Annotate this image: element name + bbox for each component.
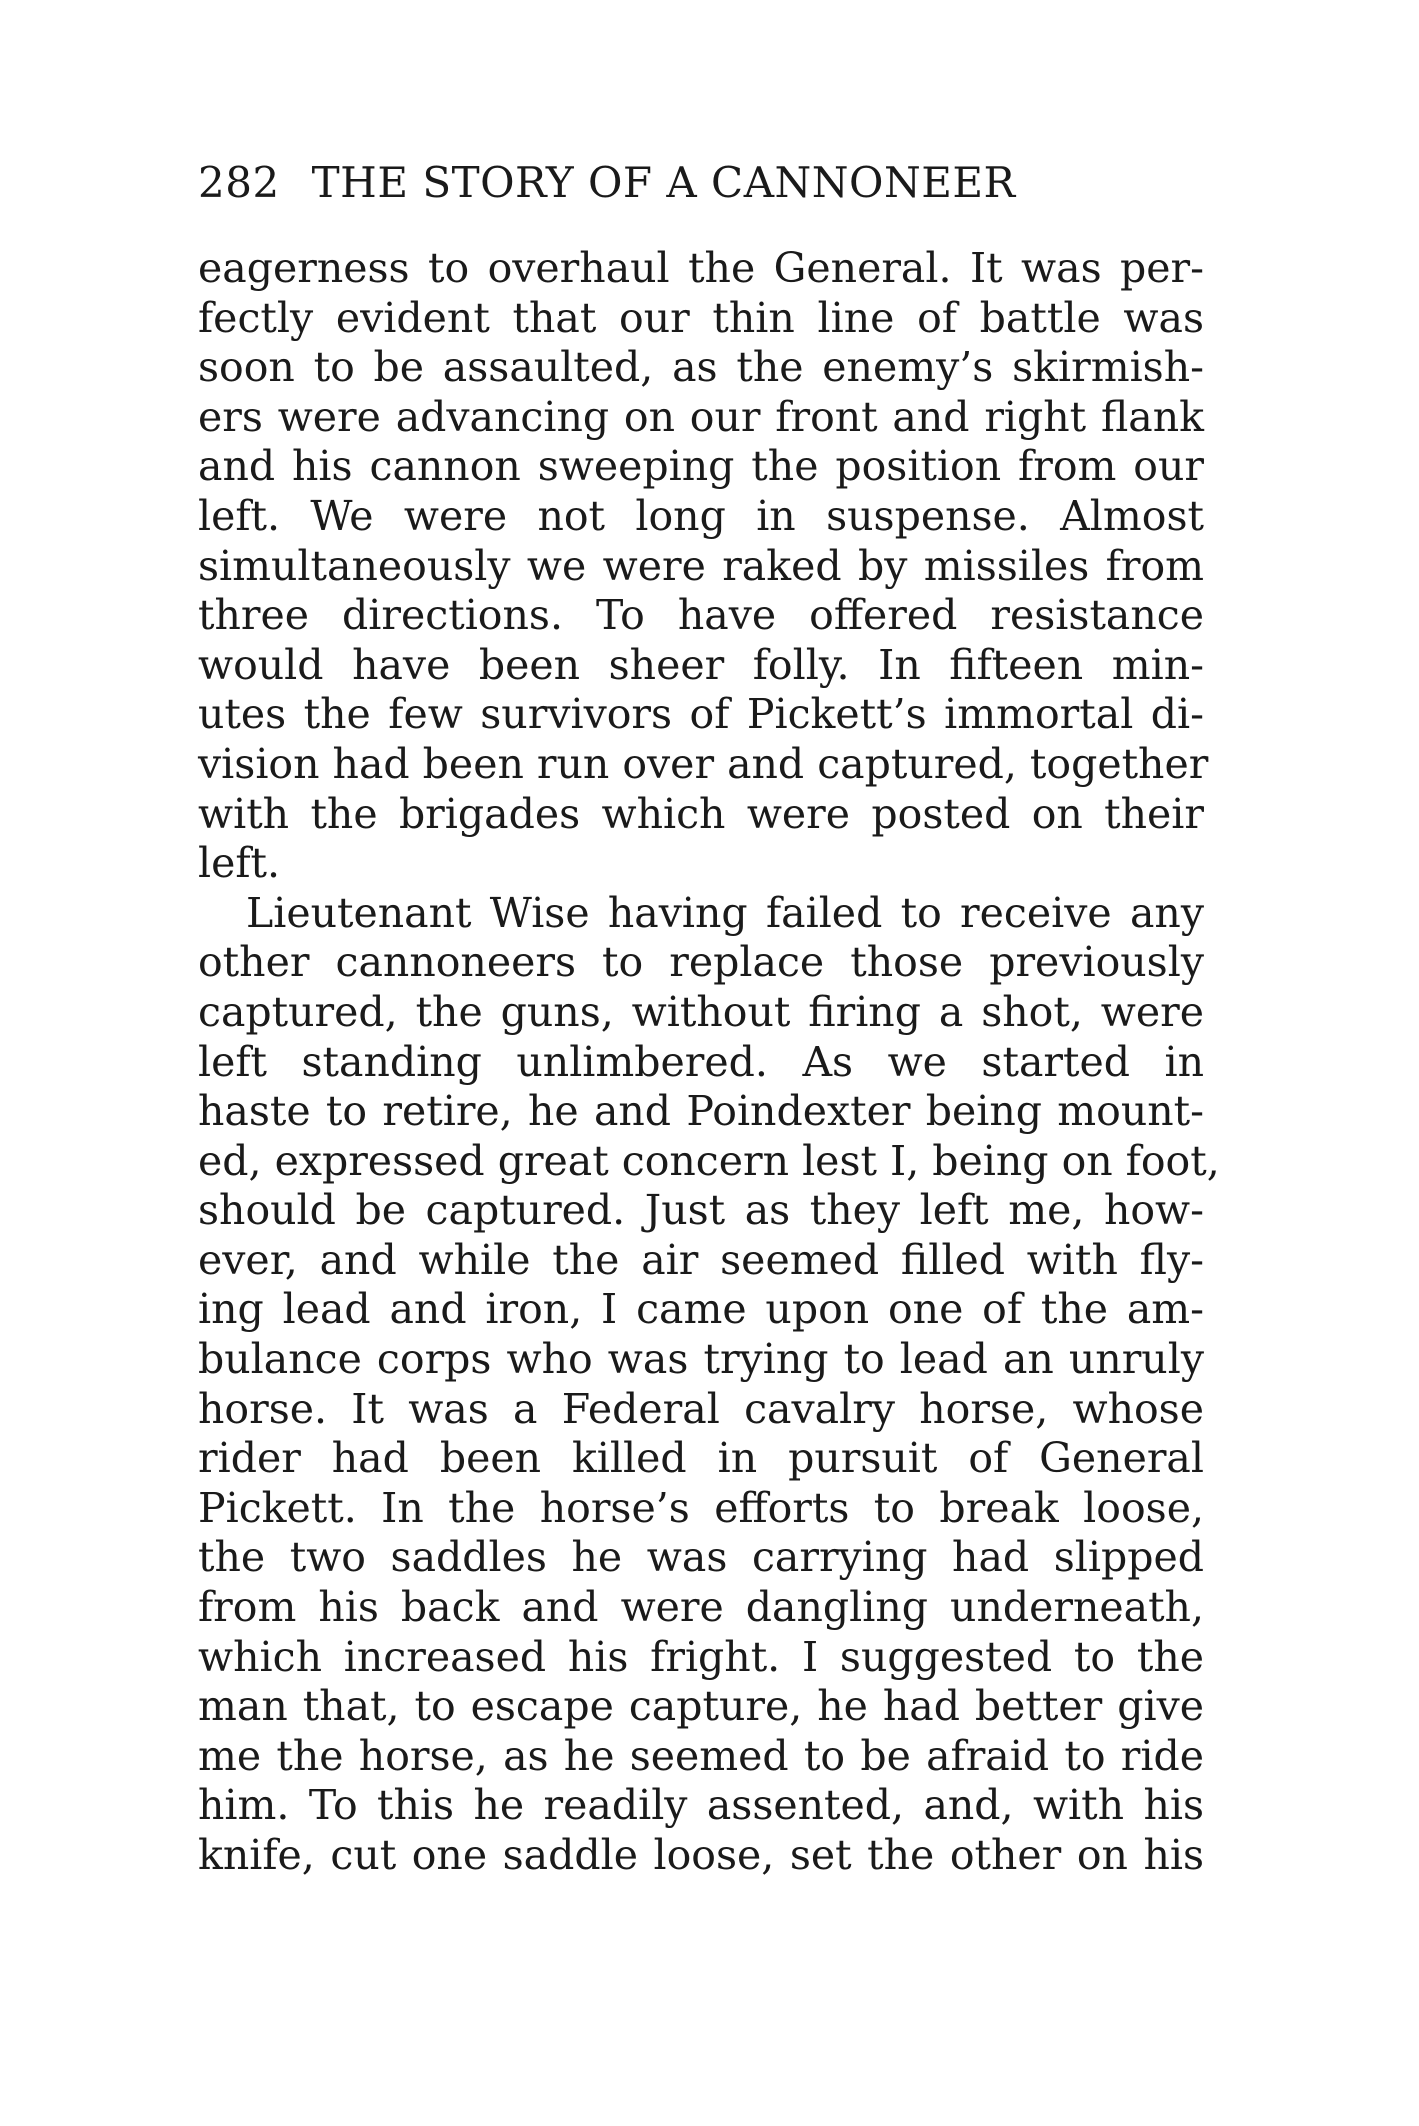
paragraph [198,244,1209,889]
text-line: horse. It was a Federal cavalry horse, whose [198,1384,1204,1433]
text-line: three directions. To have offered resistance [198,591,1204,640]
text-line: should be captured. Just as they left me, how- [198,1186,1204,1235]
text-line: ers were advancing on our front and right flank [198,392,1204,441]
running-header [198,158,1208,208]
text-line: ever, and while the air seemed filled with fly- [198,1235,1204,1284]
body-text [198,244,1220,1881]
page-number: 282 [198,158,280,207]
text-line: utes the few survivors of Pickett’s immortal di- [198,690,1204,739]
text-line: simultaneously we were raked by missiles from [198,541,1204,590]
text-line: from his back and were dangling underneath, [198,1583,1204,1632]
text-line: knife, cut one saddle loose, set the other on his [198,1831,1204,1879]
text-line: would have been sheer folly. In fifteen min- [198,640,1204,689]
text-line: soon to be assaulted, as the enemy’s skirmish- [198,343,1204,392]
text-line: Lieutenant Wise having failed to receive any [246,888,1204,937]
text-line: the two saddles he was carrying had slipped [198,1533,1204,1582]
text-line: fectly evident that our thin line of battle was [198,293,1204,342]
text-line: Pickett. In the horse’s efforts to break loose, [198,1483,1204,1532]
text-line: with the brigades which were posted on their [198,789,1204,838]
text-line: captured, the guns, without firing a shot, were [198,987,1204,1036]
text-line: rider had been killed in pursuit of General [198,1434,1204,1483]
text-line: which increased his fright. I suggested to the [198,1632,1204,1681]
text-line: haste to retire, he and Poindexter being mount- [198,1087,1204,1136]
text-line: left standing unlimbered. As we started in [198,1037,1204,1086]
text-line: ed, expressed great concern lest I, being on foot, [198,1136,1220,1185]
text-line: man that, to escape capture, he had better give [198,1682,1204,1731]
text-line: vision had been run over and captured, together [198,739,1209,788]
text-line: me the horse, as he seemed to be afraid to ride [198,1731,1204,1780]
paragraph [198,888,1220,1881]
text-line: him. To this he readily assented, and, with his [198,1781,1204,1830]
text-line: eagerness to overhaul the General. It was per- [198,244,1204,292]
text-line: left. [198,839,281,888]
text-line: ing lead and iron, I came upon one of the am- [198,1285,1204,1334]
text-line: other cannoneers to replace those previously [198,938,1204,987]
running-title: THE STORY OF A CANNONEER [311,158,1016,207]
text-line: left. We were not long in suspense. Almost [198,491,1204,540]
text-line: and his cannon sweeping the position from our [198,442,1204,491]
text-line: bulance corps who was trying to lead an unruly [198,1335,1204,1384]
